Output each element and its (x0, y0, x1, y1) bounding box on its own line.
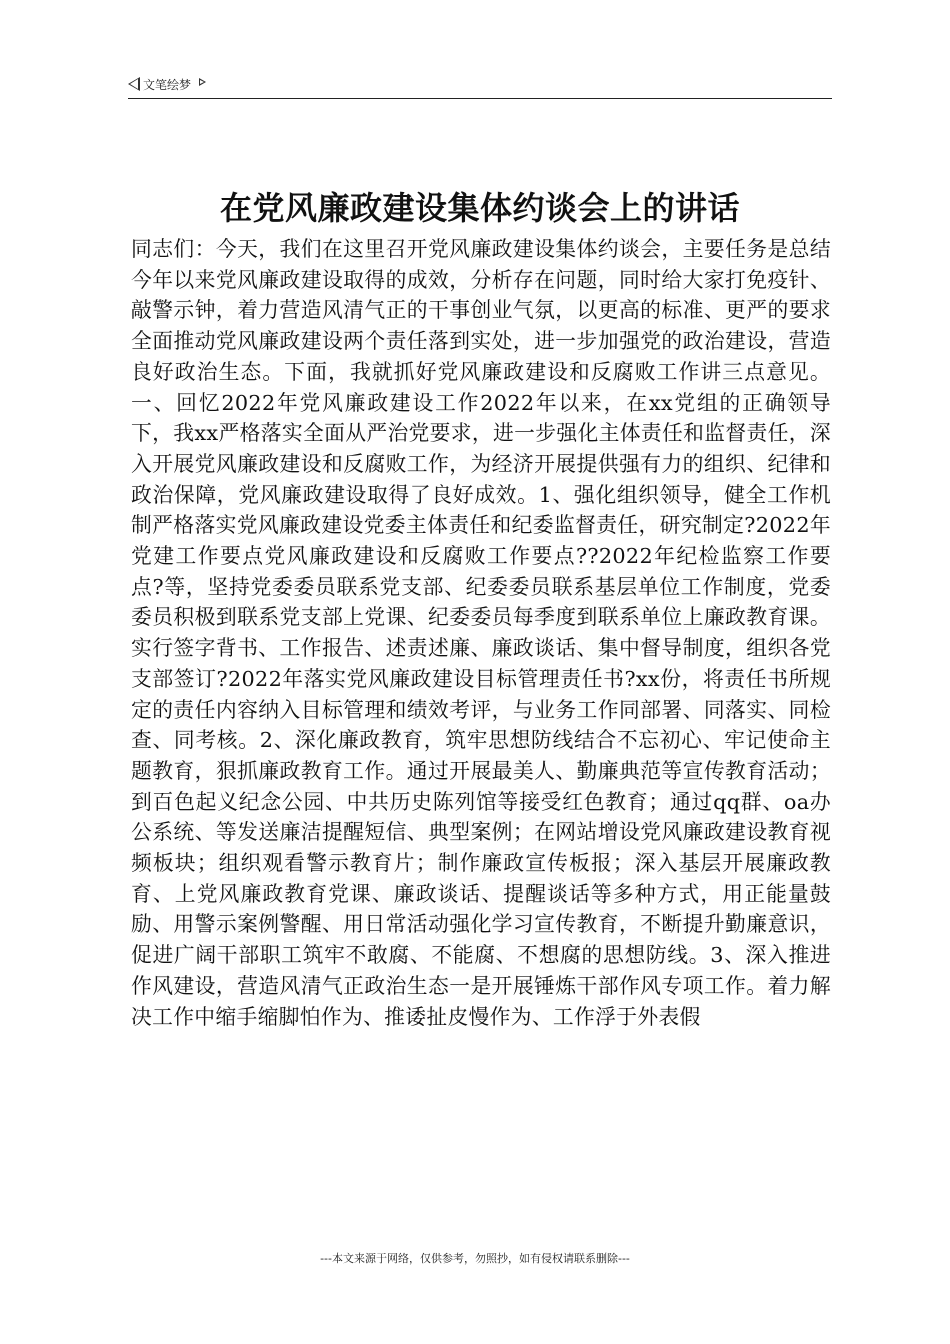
header-brand (128, 76, 206, 94)
header-label: 文笔绘梦 (143, 78, 192, 92)
left-triangle-icon (128, 77, 140, 91)
page-header (128, 76, 832, 99)
right-triangle-icon (199, 78, 206, 86)
document-body: 同志们：今天，我们在这里召开党风廉政建设集体约谈会，主要任务是总结今年以来党风廉政建设取得的成效，分析存在问题，同时给大家打免疫针、敲警示钟，着力营造风清气正的干事创业气氛，以更高的标准、更严的要求全面推动党风廉政建设两个责任落到实处，进一步加强党的政治建设，营造良好政治生态。下面，我就抓好党风廉政建设和反腐败工作讲三点意见。一、回忆2022年党风廉政建设工作2022年以来，在xx党组的正确领导下，我xx严格落实全面从严治党要求，进一步强化主体责任和监督责任，深入开展党风廉政建设和反腐败工作，为经济开展提供强有力的组织、纪律和政治保障，党风廉政建设取得了良好成效。1、强化组织领导，健全工作机制严格落实党风廉政建设党委主体责任和纪委监督责任，研究制定?2022年党建工作要点党风廉政建设和反腐败工作要点??2022年纪检监察工作要点?等，坚持党委委员联系党支部、纪委委员联系基层单位工作制度，党委委员积极到联系党支部上党课、纪委委员每季度到联系单位上廉政教育课。实行签字背书、工作报告、述责述廉、廉政谈话、集中督导制度，组织各党支部签订?2022年落实党风廉政建设目标管理责任书?xx份，将责任书所规定的责任内容纳入目标管理和绩效考评，与业务工作同部署、同落实、同检查、同考核。2、深化廉政教育，筑牢思想防线结合不忘初心、牢记使命主题教育，狠抓廉政教育工作。通过开展最美人、勤廉典范等宣传教育活动；到百色起义纪念公园、中共历史陈列馆等接受红色教育；通过qq群、oa办公系统、等发送廉洁提醒短信、典型案例；在网站增设党风廉政建设教育视频板块；组织观看警示教育片；制作廉政宣传板报；深入基层开展廉政教育、上党风廉政教育党课、廉政谈话、提醒谈话等多种方式，用正能量鼓励、用警示案例警醒、用日常活动强化学习宣传教育，不断提升勤廉意识，促进广阔干部职工筑牢不敢腐、不能腐、不想腐的思想防线。3、深入推进作风建设，营造风清气正政治生态一是开展锤炼干部作风专项工作。着力解决工作中缩手缩脚怕作为、推诿扯皮慢作为、工作浮于外表假 (131, 237, 831, 1029)
footer-notice: ---本文来源于网络，仅供参考，勿照抄，如有侵权请联系删除--- (320, 1252, 630, 1265)
document-title: 在党风廉政建设集体约谈会上的讲话 (219, 189, 740, 227)
